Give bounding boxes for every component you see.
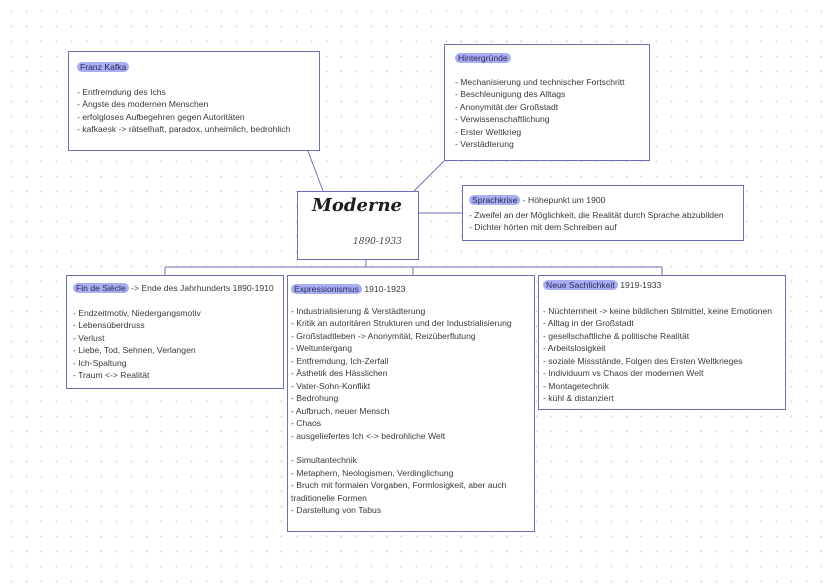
list-item: - erfolgloses Aufbegehren gegen Autoritäten [77,111,245,122]
list-item: - Anonymität der Großstadt [455,101,559,112]
list-item: - Nüchternheit -> keine bildlichen Stilmittel, keine Emotionen [543,305,773,316]
list-item: - kühl & distanziert [543,393,614,403]
list-item: - Vater-Sohn-Konflikt [291,380,371,391]
expr-suffix: 1910-1923 [364,284,406,294]
ns-heading: Neue Sachlichkeit [543,280,618,290]
list-item: - Erster Weltkrieg [455,126,522,137]
list-item: - Mechanisierung und technischer Fortschritt [455,76,625,87]
sprachkrise-list [469,209,737,234]
center-box [297,191,419,260]
list-item: - Bedrohung [291,393,339,403]
list-item: - Entfremdung, Ich-Zerfall [291,355,389,366]
list-item: - Chaos [291,418,322,428]
list-item: - Metaphern, Neologismen, Verdinglichung [291,467,454,478]
list-item: - Simultantechnik [291,455,357,465]
list-item: - Bruch mit formalen Vorgaben, Formlosigkeit, aber auch traditionelle Formen [291,480,507,503]
list-item: - Endzeitmotiv, Niedergangsmotiv [73,307,201,318]
list-item: - Ängste des modernen Menschen [77,99,209,109]
list-item: - Individuum vs Chaos der modernen Welt [543,368,704,378]
expr-heading: Expressionismus [291,284,362,294]
hintergruende-heading: Hintergründe [455,53,511,63]
list-item: - kafkaesk -> rätselhaft, paradox, unheimlich, bedrohlich [77,124,291,134]
hintergruende-box [444,44,650,161]
fin-box [66,275,284,389]
list-item: - gesellschaftliche & politische Realität [543,330,690,341]
list-item: - Großstadtleben -> Anonymität, Reizüberflutung [291,330,476,341]
list-item: - Verlust [73,332,105,343]
list-item: - ausgeliefertes Ich <-> bedrohliche Welt [291,430,446,441]
center-date: 1890-1933 [353,237,402,247]
expr-list-2 [291,454,531,517]
list-item: - Industrialisierung & Verstädterung [291,305,426,316]
sprachkrise-suffix: - Höhepunkt um 1900 [522,195,606,205]
fin-suffix: -> Ende des Jahrhunderts 1890-1910 [131,283,274,293]
sprachkrise-heading: Sprachkrise [469,195,520,205]
list-item: - Lebensüberdruss [73,320,145,330]
list-item: - Beschleunigung des Alltags [455,89,566,99]
list-item: - Darstellung von Tabus [291,505,382,515]
list-item: - Alltag in der Großstadt [543,318,634,328]
list-item: - Aufbruch, neuer Mensch [291,405,390,416]
list-item: - Dichter hörten mit dem Schreiben auf [469,222,617,232]
list-item: - soziale Missstände, Folgen des Ersten Weltkrieges [543,355,743,366]
kafka-list [77,86,311,136]
kafka-heading: Franz Kafka [77,62,129,72]
list-item: - Weltuntergang [291,343,352,353]
center-title: Moderne [312,195,402,216]
kafka-box [68,51,320,151]
list-item: - Arbeitslosigkeit [543,343,606,353]
expr-list [291,305,531,443]
list-item: - Traum <-> Realität [73,370,150,380]
connector-kafka [308,151,323,191]
list-item: - Ästhetik des Hässlichen [291,368,388,378]
list-item: - Ich-Spaltung [73,357,127,368]
list-item: - Entfremdung des Ichs [77,86,166,97]
fin-heading: Fin de Siècle [73,283,129,293]
fin-list [73,307,277,382]
sprachkrise-box [462,185,744,241]
list-item: - Verstädterung [455,139,514,149]
hintergruende-list [455,76,639,151]
ns-list [543,305,781,405]
list-item: - Verwissenschaftlichung [455,114,550,124]
expr-box [287,275,535,532]
list-item: - Zweifel an der Möglichkeit, die Realität durch Sprache abzubilden [469,209,724,220]
connector-hintergruende [414,161,444,191]
list-item: - Liebe, Tod, Sehnen, Verlangen [73,345,196,355]
ns-suffix: 1919-1933 [620,280,662,290]
ns-box [538,275,786,410]
list-item: - Montagetechnik [543,380,609,391]
list-item: - Kritik an autoritären Strukturen und der Industrialisierung [291,318,512,328]
